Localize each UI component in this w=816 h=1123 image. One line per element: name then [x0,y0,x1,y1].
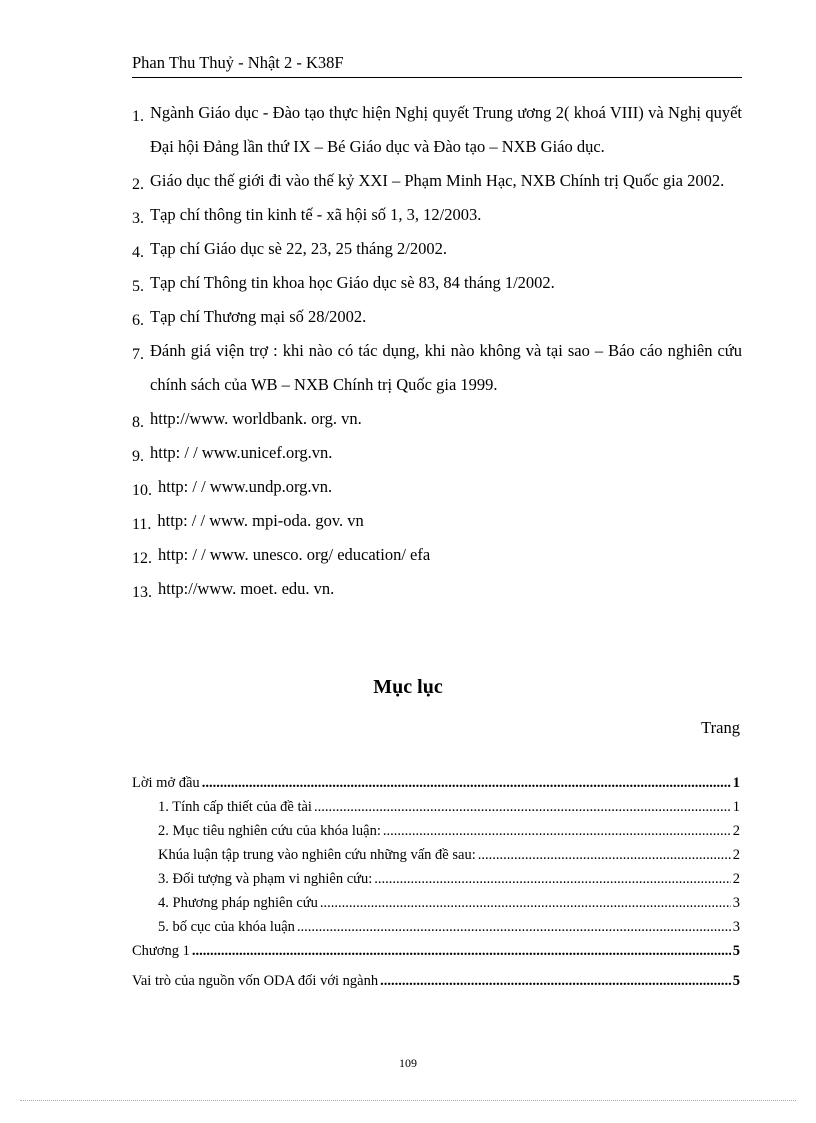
toc-entry-label: Chương 1 [132,943,190,959]
toc-entry-page: 3 [732,919,740,935]
reference-number: 12. [132,550,152,567]
toc-entry-label: 4. Phương pháp nghiên cứu [158,895,318,911]
reference-number: 1. [132,108,144,125]
reference-link[interactable]: http: / / www.unicef.org.vn. [150,443,333,462]
toc-entry[interactable] [132,919,740,943]
toc-entry-label: 2. Mục tiêu nghiên cứu của khóa luận: [158,823,381,839]
page-header [132,53,742,78]
reference-link[interactable]: http://www. worldbank. org. vn. [150,409,362,428]
table-of-contents [132,775,740,997]
toc-leader [374,871,730,888]
reference-link[interactable]: http://www. moet. edu. vn. [158,579,335,598]
toc-title: Mục lục [373,676,443,698]
reference-item [132,538,742,572]
reference-text: Tạp chí Giáo dục sè 22, 23, 25 tháng 2/2002. [150,239,447,258]
toc-leader [478,847,731,864]
toc-entry[interactable] [132,895,740,919]
reference-number: 6. [132,312,144,329]
toc-leader [192,943,731,960]
toc-entry-label: 5. bố cục của khóa luận [158,919,295,935]
toc-leader [383,823,731,840]
reference-number: 11. [132,516,152,533]
reference-item [132,504,742,538]
reference-item [132,572,742,606]
reference-text: Đánh giá viện trợ : khi nào có tác dụng, khi nào không và tại sao – Báo cáo nghiên cứu chính sách của WB – NXB Chính trị Quốc gia 1999. [150,341,742,394]
reference-number: 9. [132,448,144,465]
reference-number: 5. [132,278,144,295]
page-number: 109 [399,1056,417,1070]
reference-text: Tạp chí thông tin kinh tế - xã hội số 1, 3, 12/2003. [150,205,482,224]
toc-entry[interactable] [132,799,740,823]
toc-entry-page: 5 [732,943,740,959]
toc-entry-label: Khúa luận tập trung vào nghiên cứu những vấn đề sau: [158,847,476,863]
reference-text: Tạp chí Thương mại số 28/2002. [150,307,367,326]
reference-item [132,164,742,198]
toc-entry-page: 3 [732,895,740,911]
reference-text: Tạp chí Thông tin khoa học Giáo dục sè 83, 84 tháng 1/2002. [150,273,555,292]
reference-number: 3. [132,210,144,227]
reference-item [132,300,742,334]
toc-entry[interactable] [132,871,740,895]
toc-leader [202,775,731,792]
reference-item [132,232,742,266]
reference-link[interactable]: http: / / www. mpi-oda. gov. vn [157,511,364,530]
reference-number: 7. [132,346,144,363]
reference-number: 4. [132,244,144,261]
reference-link[interactable]: http: / / www. unesco. org/ education/ efa [158,545,431,564]
reference-number: 2. [132,176,144,193]
reference-number: 10. [132,482,152,499]
reference-item [132,402,742,436]
toc-leader [314,799,731,816]
toc-entry-label: Vai trò của nguồn vốn ODA đối với ngành [132,973,379,989]
reference-item [132,470,742,504]
toc-entry[interactable] [132,973,740,997]
toc-entry-label: 1. Tính cấp thiết của đề tài [158,799,312,815]
toc-entry-page: 2 [732,847,740,863]
toc-entry[interactable] [132,943,740,967]
toc-entry-label: Lời mở đầu [132,775,200,791]
reference-item [132,266,742,300]
toc-entry[interactable] [132,823,740,847]
toc-page-heading: Trang [701,718,740,737]
toc-entry-page: 1 [732,775,740,791]
reference-item [132,436,742,470]
reference-text: Ngành Giáo dục - Đào tạo thực hiện Nghị quyết Trung ương 2( khoá VIII) và Nghị quyết Đại hội Đảng lần thứ IX – Bé Giáo dục và Đào tạo – NXB Giáo dục. [150,103,742,156]
toc-entry[interactable] [132,775,740,799]
reference-list [132,96,742,606]
toc-leader [380,973,731,990]
reference-item [132,334,742,402]
toc-entry-page: 2 [732,871,740,887]
reference-number: 13. [132,584,152,601]
toc-entry-page: 2 [732,823,740,839]
toc-leader [320,895,731,912]
header-text: Phan Thu Thuỷ - Nhật 2 - K38F [132,53,344,72]
reference-item [132,198,742,232]
toc-entry-page: 1 [732,799,740,815]
page-bottom-divider [20,1100,796,1101]
reference-number: 8. [132,414,144,431]
toc-entry[interactable] [132,847,740,871]
toc-leader [297,919,731,936]
toc-entry-page: 5 [732,973,740,989]
reference-text: Giáo dục thế giới đi vào thế kỷ XXI – Phạm Minh Hạc, NXB Chính trị Quốc gia 2002. [150,171,725,190]
reference-link[interactable]: http: / / www.undp.org.vn. [158,477,333,496]
reference-item [132,96,742,164]
toc-entry-label: 3. Đối tượng và phạm vi nghiên cứu: [158,871,373,887]
